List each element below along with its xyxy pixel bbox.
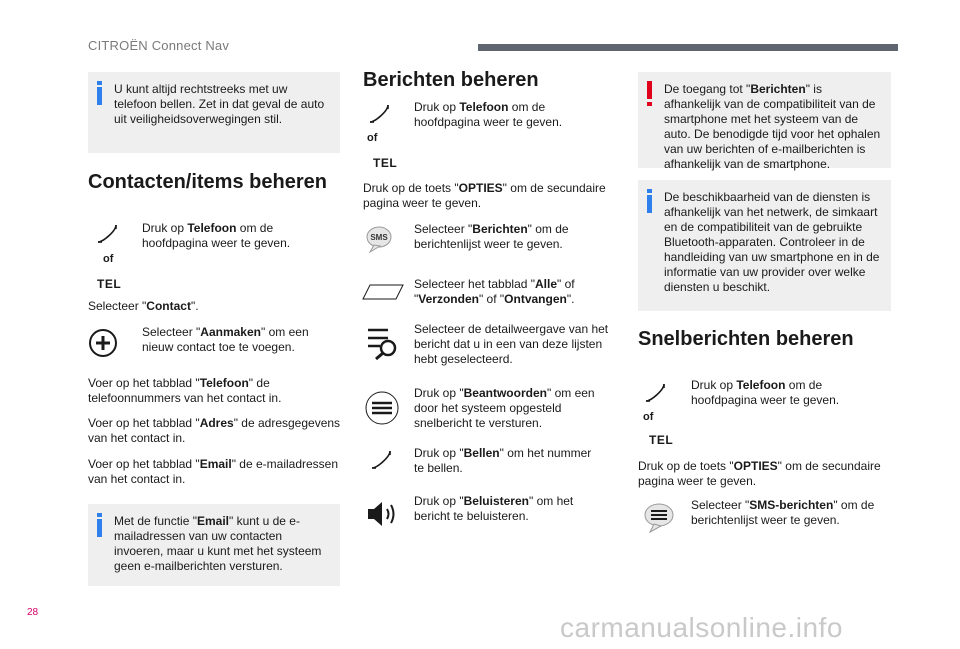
text-run: Druk op — [691, 378, 737, 392]
text-run-bold: Aanmaken — [200, 325, 261, 339]
speaker-icon — [366, 500, 400, 528]
text-run-bold: Contact — [146, 299, 191, 313]
text-run: " om de secundaire pagina weer te geven. — [363, 181, 606, 210]
text-run: De beschikbaarheid van de diensten is afhankelijk van het netwerk, de simkaart en de compatibiliteit van de gebruikte Bluetooth-apparaten. Controleer in de handleiding van uw smartphone en in de informatie van uw provider over welke diensten u beschikt. — [664, 190, 880, 294]
text-run-bold: Adres — [199, 416, 234, 430]
warning-note — [638, 72, 891, 171]
header-bar — [478, 44, 898, 51]
text-run: " om de berichtenlijst weer te geven. — [414, 222, 569, 251]
text-run: " is afhankelijk van de compatibiliteit van de smartphone met het systeem van de auto. De benodigde tijd voor het ophalen van uw berichten of e-mailberichten is afhankelijk van de smartphone. — [664, 82, 881, 171]
text-run: ". — [190, 299, 199, 313]
watermark-text: carmanualsonline.info — [560, 612, 843, 643]
page-number: 28 — [27, 607, 39, 618]
text-run-bold: Alle — [535, 277, 558, 291]
text-run: " of " — [478, 292, 505, 306]
paragraph-telefoon — [88, 376, 340, 406]
list-search-icon — [366, 326, 400, 360]
text-run: Druk op de toets " — [363, 181, 459, 195]
text-run: Druk op de toets " — [638, 459, 734, 473]
text-run-bold: Ontvangen — [504, 292, 567, 306]
handset-icon — [370, 449, 394, 471]
opties-instruction — [638, 459, 893, 489]
text-run-bold: Telefoon — [187, 221, 237, 235]
tel-button: TEL — [373, 156, 398, 170]
text-run: Selecteer " — [414, 222, 473, 236]
text-run: Selecteer het tabblad " — [414, 277, 536, 291]
text-run-bold: Bellen — [463, 446, 500, 460]
text-run-bold: OPTIES — [458, 181, 503, 195]
select-contact-instruction — [88, 299, 338, 314]
berichten-instruction — [414, 222, 594, 252]
info-note-bottom — [88, 504, 340, 586]
add-contact-instruction — [142, 325, 322, 355]
text-run: Selecteer " — [691, 498, 750, 512]
section-heading-berichten: Berichten beheren — [363, 69, 539, 91]
or-label: of — [367, 132, 378, 144]
paragraph-email — [88, 457, 343, 487]
info-marker-icon — [97, 519, 102, 537]
handset-icon — [368, 103, 392, 125]
warning-marker-icon — [647, 81, 652, 99]
phone-instruction — [691, 378, 871, 408]
tab-parallelogram-icon — [362, 284, 404, 300]
text-run: Druk op " — [414, 494, 464, 508]
text-run: Voer op het tabblad " — [88, 376, 200, 390]
text-run-bold: Beantwoorden — [463, 386, 547, 400]
text-run-bold: Beluisteren — [463, 494, 529, 508]
text-run-bold: Berichten — [472, 222, 528, 236]
opties-instruction — [363, 181, 613, 211]
text-run-bold: Telefoon — [459, 100, 509, 114]
text-run: De toegang tot " — [664, 82, 751, 96]
text-run: Druk op — [142, 221, 188, 235]
text-run: Druk op " — [414, 386, 464, 400]
info-marker-icon — [647, 195, 652, 213]
text-run: " om het nummer te bellen. — [414, 446, 592, 475]
sms-list-bubble-icon — [642, 502, 678, 534]
text-run-bold: Verzonden — [418, 292, 479, 306]
text-run: Selecteer " — [88, 299, 147, 313]
text-run: " om het bericht te beluisteren. — [414, 494, 574, 523]
handset-icon — [96, 223, 120, 245]
text-run-bold: Telefoon — [736, 378, 786, 392]
tel-button: TEL — [97, 277, 122, 291]
text-run: " of " — [414, 277, 575, 306]
tabs-instruction — [414, 277, 599, 307]
tel-button: TEL — [649, 433, 674, 447]
text-run-bold: Email — [196, 514, 229, 528]
text-run: ". — [566, 292, 575, 306]
phone-instruction — [142, 221, 317, 251]
handset-icon — [644, 382, 668, 404]
text-run: Voer op het tabblad " — [88, 457, 200, 471]
call-instruction — [414, 446, 604, 476]
text-run: om de hoofdpagina weer te geven. — [414, 100, 563, 129]
text-run: " de adresgegevens van het contact in. — [88, 416, 341, 445]
paragraph-adres — [88, 416, 343, 446]
or-label: of — [103, 253, 114, 265]
sms-bubble-icon — [364, 224, 398, 254]
text-run: om de hoofdpagina weer te geven. — [142, 221, 291, 250]
listen-instruction — [414, 494, 599, 524]
text-run: " om de berichtenlijst weer te geven. — [691, 498, 875, 527]
text-run: " om een door het systeem opgesteld snelbericht te versturen. — [414, 386, 595, 430]
section-heading-snelberichten: Snelberichten beheren — [638, 328, 854, 350]
text-run: Druk op — [414, 100, 460, 114]
text-run: Met de functie " — [114, 514, 197, 528]
running-header: CITROËN Connect Nav — [88, 38, 230, 53]
text-run-bold: Berichten — [750, 82, 806, 96]
text-run-bold: Email — [199, 457, 232, 471]
reply-instruction — [414, 386, 599, 431]
reply-bubble-icon — [364, 390, 400, 426]
text-run: " om een nieuw contact toe te voegen. — [142, 325, 309, 354]
text-run: om de hoofdpagina weer te geven. — [691, 378, 840, 407]
note-text: U kunt altijd rechtstreeks met uw telefoon bellen. Zet in dat geval de auto uit veiligheidsoverwegingen stil. — [114, 82, 325, 126]
detail-instruction: Selecteer de detailweergave van het bericht dat u in een van deze lijsten hebt geselecteerd. — [414, 322, 609, 366]
sms-berichten-instruction — [691, 498, 886, 528]
text-run: Druk op " — [414, 446, 464, 460]
or-label: of — [643, 411, 654, 423]
section-heading-contacten: Contacten/items beheren — [88, 171, 327, 193]
text-run: Selecteer " — [142, 325, 201, 339]
add-plus-icon — [88, 328, 118, 358]
sms-icon-label: SMS — [370, 233, 388, 242]
info-note-services — [638, 180, 891, 311]
text-run: " kunt u de e-mailadressen van uw contacten invoeren, maar u kunt met het systeem geen e-mailberichten versturen. — [114, 514, 322, 573]
text-run: " de telefoonnummers van het contact in. — [88, 376, 282, 405]
text-run: Voer op het tabblad " — [88, 416, 200, 430]
text-run: " de e-mailadressen van het contact in. — [88, 457, 339, 486]
phone-instruction — [414, 100, 594, 130]
text-run-bold: SMS-berichten — [749, 498, 834, 512]
text-run-bold: OPTIES — [733, 459, 778, 473]
text-run-bold: Telefoon — [199, 376, 249, 390]
text-run: " om de secundaire pagina weer te geven. — [638, 459, 881, 488]
info-note-top — [88, 72, 340, 153]
info-marker-icon — [97, 87, 102, 105]
